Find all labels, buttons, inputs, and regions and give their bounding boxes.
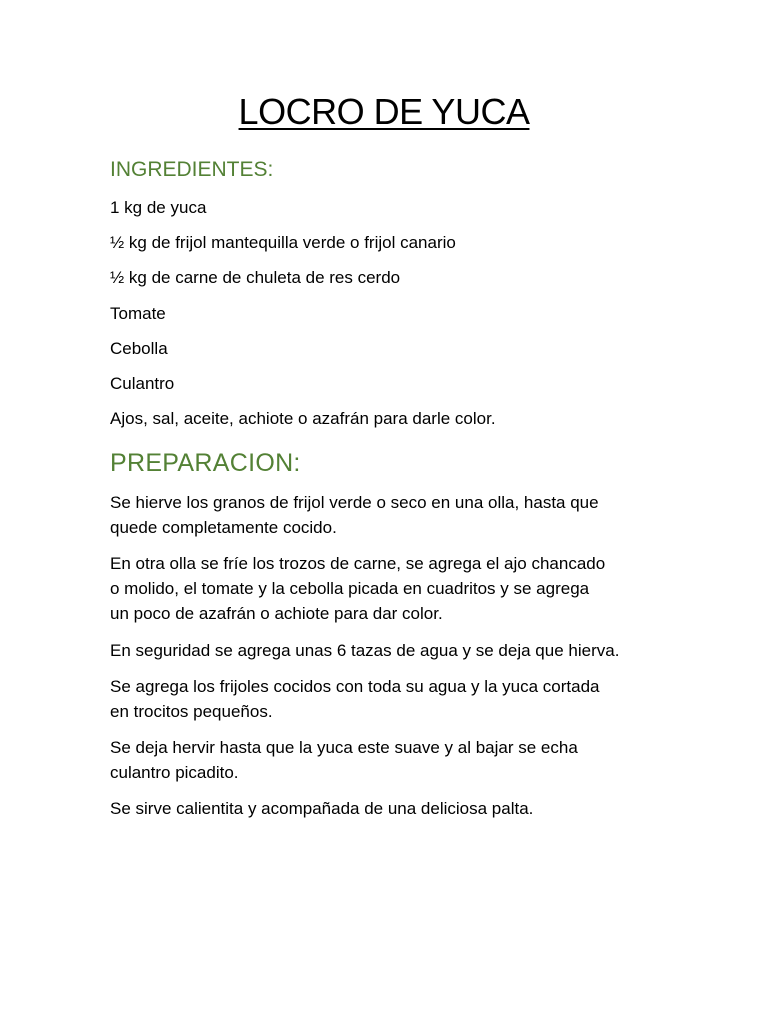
step-line: o molido, el tomate y la cebolla picada en cuadritos y se agrega [110, 579, 590, 598]
step-line: En otra olla se fríe los trozos de carne, se agrega el ajo chancado [110, 554, 606, 573]
ingredients-heading: INGREDIENTES: [110, 158, 274, 181]
step-line: Se sirve calientita y acompañada de una deliciosa palta. [110, 799, 534, 818]
step-line: En seguridad se agrega unas 6 tazas de agua y se deja que hierva. [110, 641, 620, 660]
step-line: Se agrega los frijoles cocidos con toda su agua y la yuca cortada [110, 677, 600, 696]
preparation-step [110, 638, 670, 663]
ingredient-item: Ajos, sal, aceite, achiote o azafrán para darle color. [110, 409, 496, 429]
ingredient-item: ½ kg de frijol mantequilla verde o frijol canario [110, 233, 456, 253]
preparation-step [110, 551, 670, 626]
step-line: quede completamente cocido. [110, 518, 337, 537]
step-line: en trocitos pequeños. [110, 702, 273, 721]
ingredients-list [110, 196, 496, 442]
step-line: Se hierve los granos de frijol verde o seco en una olla, hasta que [110, 493, 599, 512]
preparation-step [110, 796, 670, 821]
ingredient-item: 1 kg de yuca [110, 198, 207, 217]
preparation-step [110, 735, 670, 785]
step-line: culantro picadito. [110, 763, 239, 782]
step-line: Se deja hervir hasta que la yuca este suave y al bajar se echa [110, 738, 578, 757]
preparation-heading: PREPARACION: [110, 449, 301, 477]
preparation-step [110, 490, 670, 540]
ingredient-item: Culantro [110, 373, 175, 393]
step-line: un poco de azafrán o achiote para dar color. [110, 604, 443, 623]
ingredient-item: Cebolla [110, 338, 168, 358]
preparation-step [110, 674, 670, 724]
ingredient-item: Tomate [110, 303, 166, 323]
recipe-title: LOCRO DE YUCA [238, 91, 530, 132]
ingredient-item: ½ kg de carne de chuleta de res cerdo [110, 268, 401, 288]
